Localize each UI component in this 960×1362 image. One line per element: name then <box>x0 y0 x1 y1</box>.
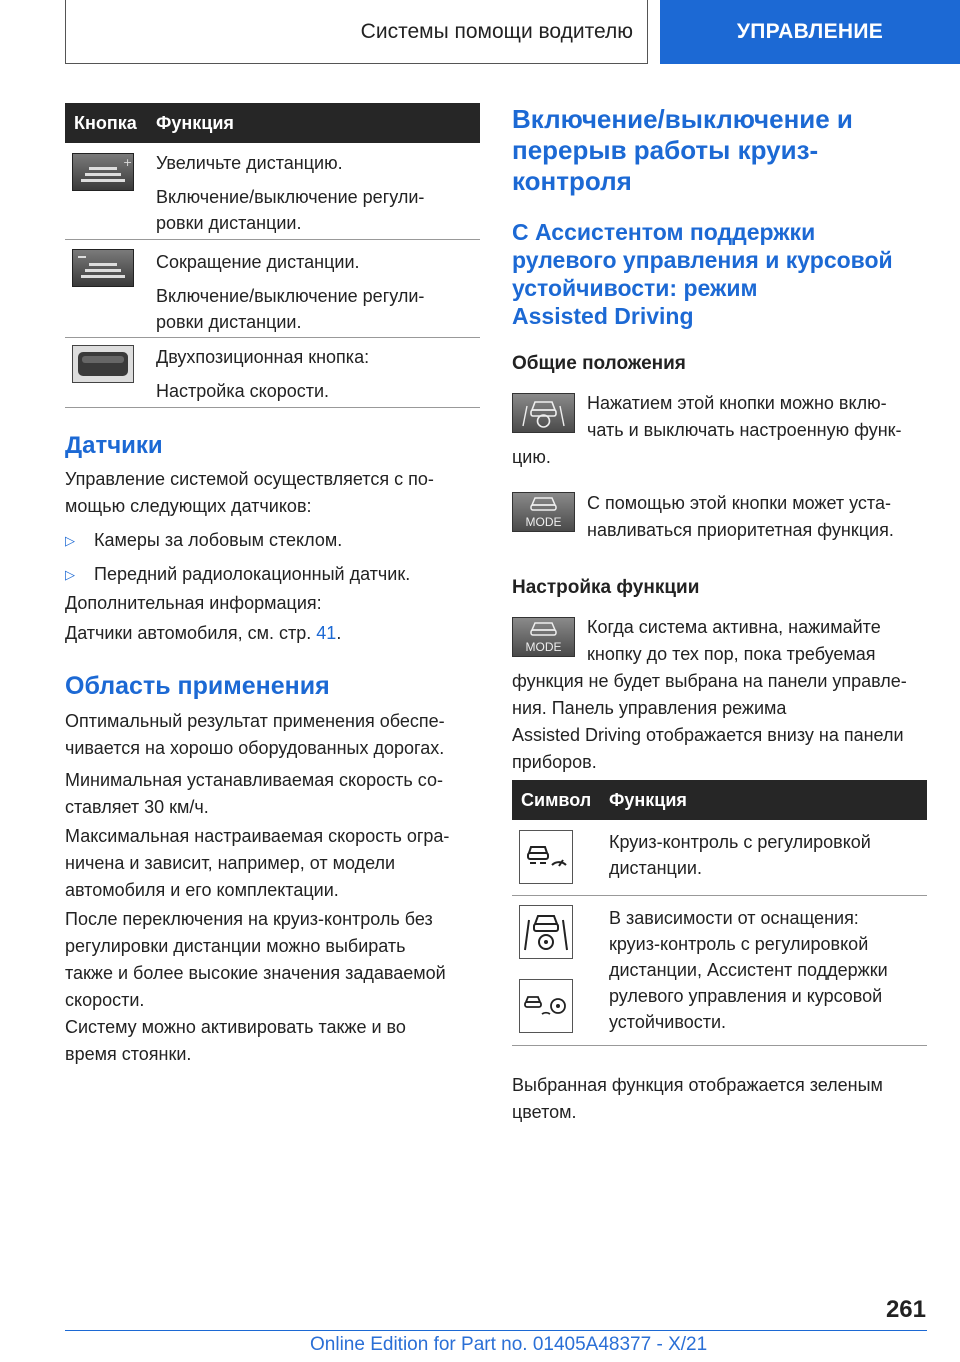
scope-paragraph-3 <box>65 823 449 904</box>
scope-p4-line-1: После переключения на круиз-контроль без <box>65 909 433 929</box>
decrease-distance-button-icon <box>72 249 134 287</box>
running-header-section: Системы помощи водителю <box>65 0 648 64</box>
reference-dot: . <box>336 623 342 643</box>
closing-line-1: Выбранная функция отображается зеленым <box>512 1075 883 1095</box>
general-p2-line-2: навливаться приоритетная функция. <box>587 520 894 540</box>
header-function-col: Функция <box>609 789 687 810</box>
setup-line-1: Когда система активна, нажимайте <box>587 617 881 637</box>
scope-p1-line-2: чивается на хорошо оборудованных дорогах. <box>65 738 445 758</box>
symbol-row1-line-2: дистанции. <box>609 858 702 878</box>
mode-button-icon <box>512 492 575 532</box>
assisted-driving-symbol-icon <box>519 905 573 959</box>
row3-function-text <box>156 344 476 404</box>
setup-line-6: приборов. <box>512 752 597 772</box>
table-row-divider <box>65 337 480 338</box>
scope-paragraph-1 <box>65 708 445 762</box>
symbol-row2-line-5: устойчивости. <box>609 1012 727 1032</box>
row3-line-2: Настройка скорости. <box>156 381 330 401</box>
table-bottom-rule <box>512 1045 927 1046</box>
footer-rule <box>65 1330 927 1331</box>
closing-line-2: цветом. <box>512 1102 577 1122</box>
row1-line-3: ровки дистанции. <box>156 213 302 233</box>
scope-paragraph-4 <box>65 906 446 1014</box>
symbol-row2-line-2: круиз-контроль с регулировкой <box>609 934 869 954</box>
subsection-title <box>512 218 893 330</box>
row3-line-1: Двухпозиционная кнопка: <box>156 347 370 367</box>
scope-p5-line-2: время стоянки. <box>65 1044 192 1064</box>
scope-heading: Область применения <box>65 672 330 700</box>
scope-paragraph-5 <box>65 1014 406 1068</box>
bullet-triangle-icon: ▷ <box>65 567 75 582</box>
scope-p4-line-4: скорости. <box>65 990 145 1010</box>
scope-p2-line-1: Минимальная устанавливаемая скорость со- <box>65 770 443 790</box>
bullet-triangle-icon: ▷ <box>65 533 75 548</box>
row1-line-2: Включение/выключение регули- <box>156 187 425 207</box>
reference-text: Датчики автомобиля, см. стр. <box>65 623 312 643</box>
cruise-control-distance-symbol-icon <box>519 830 573 884</box>
sensors-intro-line-2: мощью следующих датчиков: <box>65 496 312 516</box>
setup-heading: Настройка функции <box>512 577 700 598</box>
symbol-row2-line-4: рулевого управления и курсовой <box>609 986 883 1006</box>
row1-line-1: Увеличьте дистанцию. <box>156 153 343 173</box>
row2-line-2: Включение/выключение регули- <box>156 286 425 306</box>
setup-line-4: ния. Панель управления режима <box>512 698 787 718</box>
general-p1-line-3: цию. <box>512 447 551 467</box>
scope-p3-line-2: ничена и зависит, например, от модели <box>65 853 396 873</box>
increase-distance-button-icon <box>72 153 134 191</box>
header-function-col: Функция <box>156 112 234 133</box>
general-p1-line-2: чать и выключать настроенную функ- <box>587 420 902 440</box>
table-row-divider <box>65 239 480 240</box>
page-reference-link[interactable]: 41 <box>316 623 337 643</box>
symbol-row2-line-3: дистанции, Ассистент поддержки <box>609 960 888 980</box>
cruise-steering-symbol-icon <box>519 979 573 1033</box>
row1-function-text <box>156 150 476 236</box>
symbol-table-header <box>512 780 927 820</box>
subsection-title-line-4: Assisted Driving <box>512 303 694 329</box>
subsection-title-line-3: устойчивости: режим <box>512 275 758 301</box>
header-button-col: Кнопка <box>74 112 137 133</box>
sensors-intro <box>65 466 485 520</box>
sensors-heading: Датчики <box>65 432 163 459</box>
page-number: 261 <box>885 1296 926 1323</box>
header-symbol-col: Символ <box>521 789 592 810</box>
scope-p2-line-2: ставляет 30 км/ч. <box>65 797 209 817</box>
general-p2-line-1: С помощью этой кнопки может уста- <box>587 493 891 513</box>
closing-paragraph <box>512 1072 883 1126</box>
general-paragraph-2 <box>587 490 894 544</box>
section-title-line-2: перерыв работы круиз- <box>512 135 819 165</box>
row2-function-text <box>156 249 476 335</box>
scope-p4-line-2: регулировки дистанции можно выбирать <box>65 936 406 956</box>
button-table-header <box>65 103 480 143</box>
setup-line-2: кнопку до тех пор, пока требуемая <box>587 644 876 664</box>
running-header-chapter: УПРАВЛЕНИЕ <box>660 0 960 64</box>
scope-p1-line-1: Оптимальный результат применения обеспе- <box>65 711 445 731</box>
general-paragraph-1 <box>512 390 932 471</box>
scope-p3-line-1: Максимальная настраиваемая скорость огра- <box>65 826 450 846</box>
general-p1-line-1: Нажатием этой кнопки можно вклю- <box>587 393 887 413</box>
setup-line-5: Assisted Driving отображается внизу на панели <box>512 725 904 745</box>
mode-label: MODE <box>525 640 562 654</box>
table-row-divider <box>512 895 927 896</box>
row2-line-3: ровки дистанции. <box>156 312 302 332</box>
bullet-text: Камеры за лобовым стеклом. <box>94 530 343 550</box>
symbol-row1-text <box>609 829 871 881</box>
subsection-title-line-1: С Ассистентом поддержки <box>512 219 816 245</box>
symbol-row2-text <box>609 905 888 1035</box>
general-heading: Общие положения <box>512 353 686 374</box>
mode-label: MODE <box>525 515 562 529</box>
scope-p4-line-3: также и более высокие значения задаваемой <box>65 963 446 983</box>
symbol-row1-line-1: Круиз-контроль с регулировкой <box>609 832 871 852</box>
scope-paragraph-2 <box>65 767 443 821</box>
setup-line-3: функция не будет выбрана на панели управле- <box>512 671 907 691</box>
sensors-more-info: Дополнительная информация: <box>65 593 322 613</box>
symbol-row2-line-1: В зависимости от оснащения: <box>609 908 859 928</box>
subsection-title-line-2: рулевого управления и курсовой <box>512 247 893 273</box>
setup-paragraph <box>512 614 942 776</box>
footer-edition-text: Online Edition for Part no. 01405A48377 - X/21 <box>310 1334 708 1355</box>
bullet-text: Передний радиолокационный датчик. <box>94 564 411 584</box>
rocker-switch-button-icon <box>72 345 134 383</box>
sensors-reference <box>65 620 341 647</box>
sensors-intro-line-1: Управление системой осуществляется с по- <box>65 469 434 489</box>
scope-p5-line-1: Систему можно активировать также и во <box>65 1017 406 1037</box>
row2-line-1: Сокращение дистанции. <box>156 252 360 272</box>
section-title <box>512 104 853 197</box>
table-bottom-rule <box>65 407 480 408</box>
scope-p3-line-3: автомобиля и его комплектации. <box>65 880 339 900</box>
svg-text:+: + <box>123 156 133 169</box>
section-title-line-3: контроля <box>512 166 632 196</box>
section-title-line-1: Включение/выключение и <box>512 104 853 134</box>
